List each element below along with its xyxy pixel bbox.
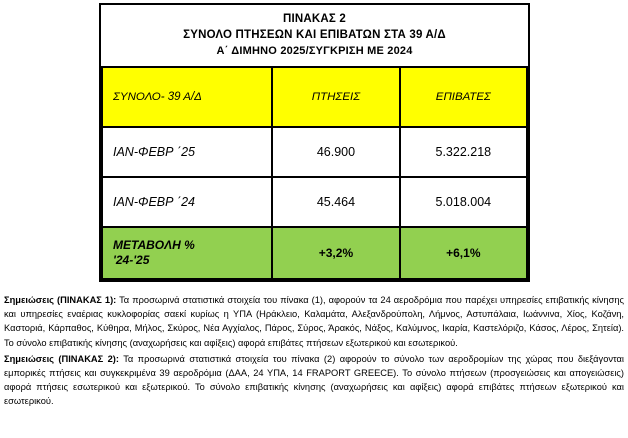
row-label-2025: ΙΑΝ-ΦΕΒΡ ΄25 <box>102 127 272 177</box>
row-label-change <box>102 227 272 279</box>
cell-passengers-2025: 5.322.218 <box>400 127 527 177</box>
column-header-category: ΣΥΝΟΛΟ- 39 Α/Δ <box>102 67 272 127</box>
cell-passengers-change: +6,1% <box>400 227 527 279</box>
note-table-2 <box>4 352 624 409</box>
cell-flights-change: +3,2% <box>272 227 399 279</box>
column-header-passengers: ΕΠΙΒΑΤΕΣ <box>400 67 527 127</box>
column-header-flights: ΠΤΗΣΕΙΣ <box>272 67 399 127</box>
table-total-row <box>102 227 527 279</box>
note-2-lead: Σημειώσεις (ΠΙΝΑΚΑΣ 2): <box>4 353 119 364</box>
cell-flights-2025: 46.900 <box>272 127 399 177</box>
table-subtitle: Α΄ ΔΙΜΗΝΟ 2025/ΣΥΓΚΡΙΣΗ ΜΕ 2024 <box>216 45 413 57</box>
table-row <box>102 177 527 227</box>
row-label-change-line2: '24-'25 <box>113 253 150 267</box>
row-label-2024: ΙΑΝ-ΦΕΒΡ ΄24 <box>102 177 272 227</box>
cell-passengers-2024: 5.018.004 <box>400 177 527 227</box>
note-1-lead: Σημειώσεις (ΠΙΝΑΚΑΣ 1): <box>4 295 117 305</box>
note-table-1 <box>4 293 624 350</box>
notes-section <box>4 293 624 411</box>
statistics-table-block <box>99 3 530 282</box>
table-header-row <box>102 67 527 127</box>
table-title-block <box>101 5 528 66</box>
note-2-text: Τα προσωρινά στατιστικά στοιχεία του πίνακα (2) αφορούν το σύνολο των αεροδρομίων της χώρας που διεξάγονται εμπορικές πτήσεις και συγκεκριμένα 39 αεροδρόμια (ΔΑΑ, 24 ΥΠΑ, 14 FRAPORT GREECE). Το σύνολο πτήσεων (προσγειώσεις και απογειώσεις) αφορά πτήσεις εσωτερικού και εξωτερικού. Το σύνολο επιβατικής κίνησης (αναχωρήσεις και αφίξεις) αφορά επιβάτες πτήσεων εξωτερικού και εσωτερικού. <box>4 353 624 407</box>
table-title-line-1: ΠΙΝΑΚΑΣ 2 <box>282 13 346 25</box>
note-1-text: Τα προσωρινά στατιστικά στοιχεία του πίνακα (1), αφορούν τα 24 αεροδρόμια που παρέχει υπηρεσίες επιβατικής κίνησης και υπηρεσίες εναέριας κυκλοφορίας σαεκί κυρίως η ΥΠΑ (Ηράκλειο, Καλαμάτα, Αλεξανδρούπολη, Λήμνος, Αστυπάλαια, Ιωάννινα, Χίος, Κοζάνη, Καστοριά, Κάρπαθος, Κύθηρα, Μήλος, Σκύρος, Νέα Αγχίαλος, Πάρος, Σύρος, Άρακός, Νάξος, Καλύμνος, Ικαρία, Καστελόριζο, Κάσος, Λέρος, Σητεία). Το σύνολο επιβατικής κίνησης (αναχωρήσεις και αφίξεις) αφορά επιβάτες πτήσεων εξωτερικού και εσωτερικού. <box>4 295 624 348</box>
table-title-line-2: ΣΥΝΟΛΟ ΠΤΗΣΕΩΝ ΚΑΙ ΕΠΙΒΑΤΩΝ ΣΤΑ 39 Α/Δ <box>183 29 446 41</box>
statistics-table <box>101 66 528 280</box>
row-label-change-line1: ΜΕΤΑΒΟΛΗ % <box>113 238 195 252</box>
cell-flights-2024: 45.464 <box>272 177 399 227</box>
table-row <box>102 127 527 177</box>
